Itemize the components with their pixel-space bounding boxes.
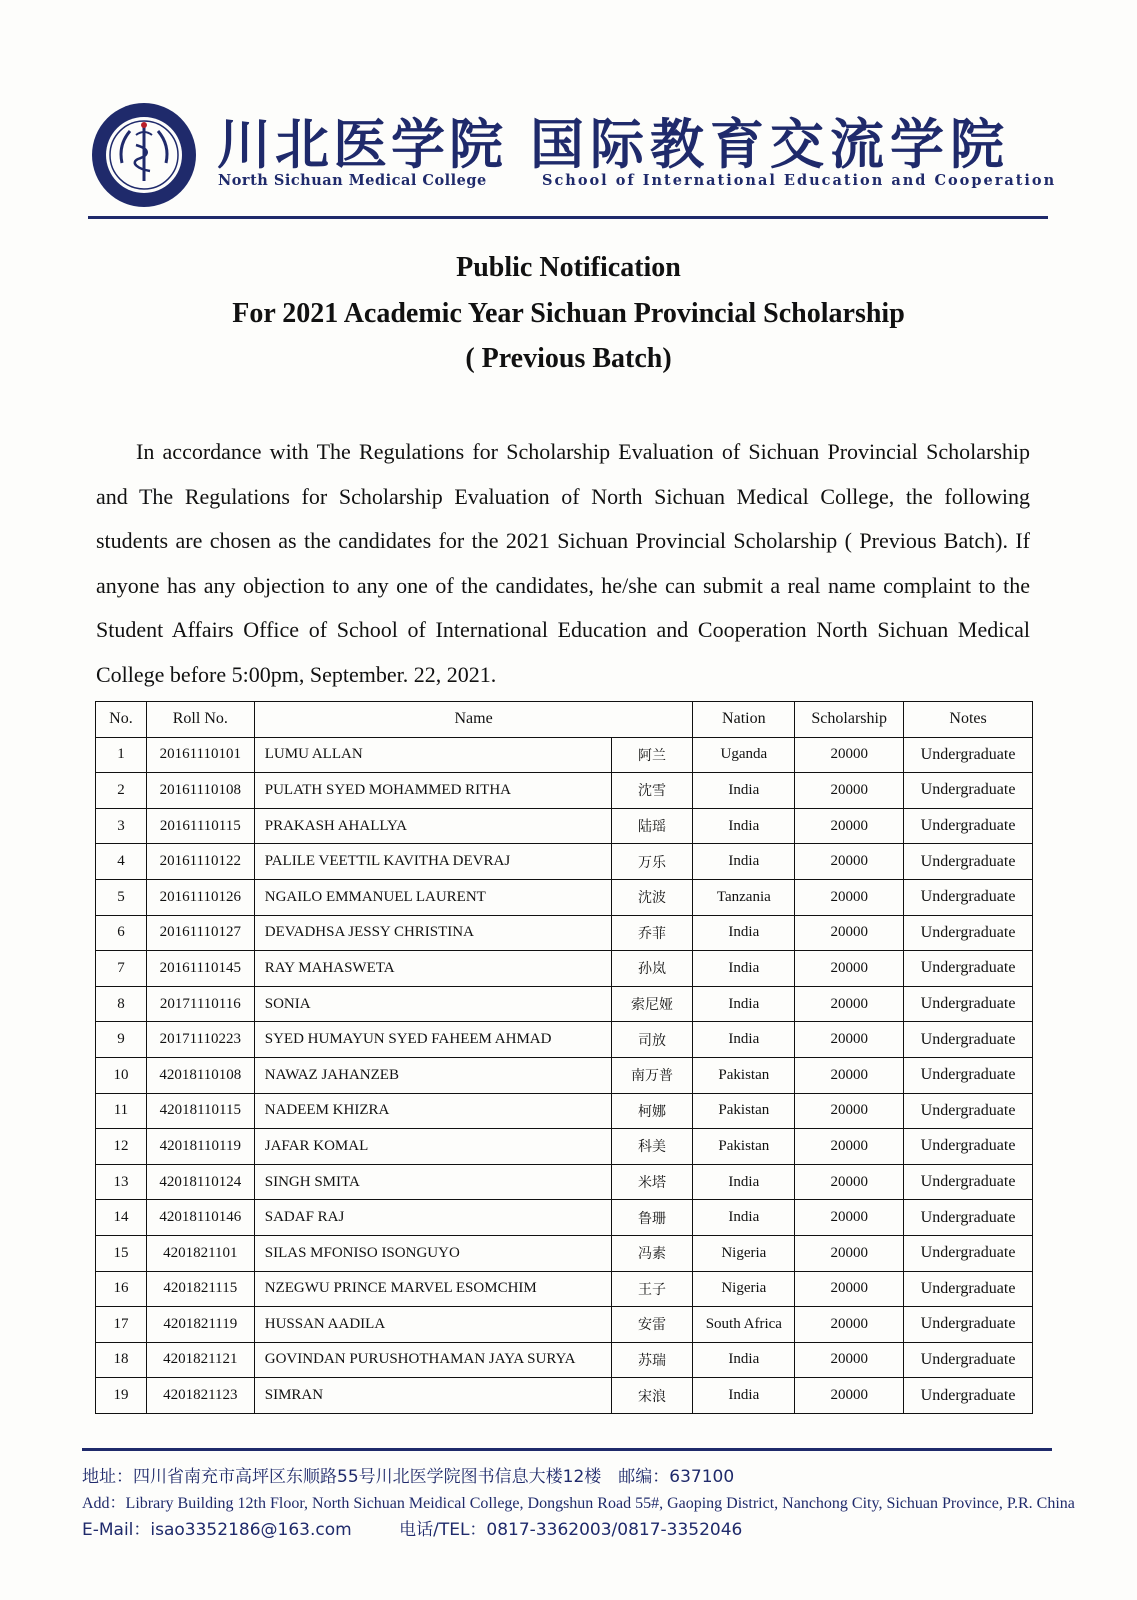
roll-no-cell: 20161110101: [146, 737, 254, 773]
table-header-row: [96, 702, 1033, 738]
chinese-name-cell: 司放: [611, 1022, 693, 1058]
row-no-cell: 4: [96, 844, 147, 880]
roll-no-cell: 42018110119: [146, 1129, 254, 1165]
candidate-table: [95, 701, 1033, 1414]
college-name-english: North Sichuan Medical College: [218, 172, 487, 189]
table-row: [96, 737, 1033, 773]
table-row: [96, 986, 1033, 1022]
notes-cell: Undergraduate: [904, 879, 1033, 915]
nation-cell: India: [693, 986, 795, 1022]
footer-contact: [82, 1515, 742, 1540]
scholarship-amount-cell: 20000: [795, 737, 904, 773]
notes-cell: Undergraduate: [904, 915, 1033, 951]
roll-no-cell: 20161110127: [146, 915, 254, 951]
student-name-cell: SYED HUMAYUN SYED FAHEEM AHMAD: [254, 1022, 611, 1058]
footer-address-chinese: 地址：四川省南充市高坪区东顺路55号川北医学院图书信息大楼12楼 邮编：637100: [82, 1467, 735, 1487]
row-no-cell: 13: [96, 1164, 147, 1200]
roll-no-cell: 20161110126: [146, 879, 254, 915]
scholarship-amount-cell: 20000: [795, 1235, 904, 1271]
table-row: [96, 1093, 1033, 1129]
notes-cell: Undergraduate: [904, 1307, 1033, 1343]
scholarship-amount-cell: 20000: [795, 951, 904, 987]
notes-cell: Undergraduate: [904, 737, 1033, 773]
table-row: [96, 915, 1033, 951]
notes-cell: Undergraduate: [904, 1200, 1033, 1236]
table-row: [96, 844, 1033, 880]
school-name-english: School of International Education and Cooperation: [542, 172, 1057, 189]
footer-telephone: 电话/TEL：0817-3362003/0817-3352046: [399, 1520, 743, 1540]
nation-cell: Nigeria: [693, 1271, 795, 1307]
document-title: Public Notification: [456, 252, 681, 283]
chinese-name-cell: 索尼娅: [611, 986, 693, 1022]
chinese-name-cell: 冯素: [611, 1235, 693, 1271]
notes-cell: Undergraduate: [904, 844, 1033, 880]
student-name-cell: HUSSAN AADILA: [254, 1307, 611, 1343]
student-name-cell: PALILE VEETTIL KAVITHA DEVRAJ: [254, 844, 611, 880]
table-row: [96, 1022, 1033, 1058]
row-no-cell: 8: [96, 986, 147, 1022]
notification-paragraph: In accordance with The Regulations for Scholarship Evaluation of Sichuan Provincial Scholarship and The Regulations for Scholarship Evaluation of North Sichuan Medical College, the following students are chosen as the candidates for the 2021 Sichuan Provincial Scholarship ( Previous Batch). If anyone has any objection to any one of the candidates, he/she can submit a real name complaint to the Student Affairs Office of School of International Education and Cooperation North Sichuan Medical College before 5:00pm, September. 22, 2021.: [96, 439, 1030, 687]
table-row: [96, 1235, 1033, 1271]
scholarship-amount-cell: 20000: [795, 1307, 904, 1343]
student-name-cell: RAY MAHASWETA: [254, 951, 611, 987]
chinese-name-cell: 阿兰: [611, 737, 693, 773]
notes-cell: Undergraduate: [904, 1271, 1033, 1307]
table-row: [96, 808, 1033, 844]
table-row: [96, 1129, 1033, 1165]
row-no-cell: 17: [96, 1307, 147, 1343]
nation-cell: India: [693, 1378, 795, 1414]
row-no-cell: 19: [96, 1378, 147, 1414]
row-no-cell: 6: [96, 915, 147, 951]
scholarship-amount-cell: 20000: [795, 773, 904, 809]
notes-cell: Undergraduate: [904, 1378, 1033, 1414]
nation-cell: Tanzania: [693, 879, 795, 915]
table-row: [96, 1307, 1033, 1343]
nation-cell: Uganda: [693, 737, 795, 773]
nation-cell: India: [693, 951, 795, 987]
student-name-cell: LUMU ALLAN: [254, 737, 611, 773]
college-name-chinese: 川北医学院: [217, 112, 507, 176]
notes-cell: Undergraduate: [904, 986, 1033, 1022]
roll-no-cell: 20171110223: [146, 1022, 254, 1058]
roll-no-cell: 4201821123: [146, 1378, 254, 1414]
scholarship-amount-cell: 20000: [795, 1164, 904, 1200]
document-subtitle: For 2021 Academic Year Sichuan Provincial Scholarship: [232, 298, 905, 329]
student-name-cell: GOVINDAN PURUSHOTHAMAN JAYA SURYA: [254, 1342, 611, 1378]
notes-cell: Undergraduate: [904, 1057, 1033, 1093]
student-name-cell: PULATH SYED MOHAMMED RITHA: [254, 773, 611, 809]
row-no-cell: 12: [96, 1129, 147, 1165]
student-name-cell: SADAF RAJ: [254, 1200, 611, 1236]
nation-cell: Nigeria: [693, 1235, 795, 1271]
student-name-cell: PRAKASH AHALLYA: [254, 808, 611, 844]
scholarship-amount-cell: 20000: [795, 915, 904, 951]
roll-no-cell: 20161110122: [146, 844, 254, 880]
header-roll-no: Roll No.: [146, 702, 254, 738]
scholarship-amount-cell: 20000: [795, 1200, 904, 1236]
row-no-cell: 10: [96, 1057, 147, 1093]
college-seal-icon: [90, 101, 198, 209]
chinese-name-cell: 科美: [611, 1129, 693, 1165]
header-nation: Nation: [693, 702, 795, 738]
student-name-cell: NAWAZ JAHANZEB: [254, 1057, 611, 1093]
chinese-name-cell: 孙岚: [611, 951, 693, 987]
row-no-cell: 14: [96, 1200, 147, 1236]
student-name-cell: NADEEM KHIZRA: [254, 1093, 611, 1129]
chinese-name-cell: 米塔: [611, 1164, 693, 1200]
student-name-cell: SINGH SMITA: [254, 1164, 611, 1200]
table-row: [96, 951, 1033, 987]
chinese-name-cell: 南万普: [611, 1057, 693, 1093]
roll-no-cell: 42018110115: [146, 1093, 254, 1129]
student-name-cell: SIMRAN: [254, 1378, 611, 1414]
roll-no-cell: 42018110146: [146, 1200, 254, 1236]
student-name-cell: NZEGWU PRINCE MARVEL ESOMCHIM: [254, 1271, 611, 1307]
notes-cell: Undergraduate: [904, 1342, 1033, 1378]
table-row: [96, 1342, 1033, 1378]
nation-cell: Pakistan: [693, 1093, 795, 1129]
table-row: [96, 773, 1033, 809]
roll-no-cell: 20171110116: [146, 986, 254, 1022]
scholarship-amount-cell: 20000: [795, 1129, 904, 1165]
letterhead: [90, 96, 1057, 206]
document-batch-label: ( Previous Batch): [465, 343, 672, 374]
scholarship-amount-cell: 20000: [795, 808, 904, 844]
header-divider: [88, 216, 1048, 219]
chinese-name-cell: 沈雪: [611, 773, 693, 809]
chinese-name-cell: 宋浪: [611, 1378, 693, 1414]
roll-no-cell: 4201821101: [146, 1235, 254, 1271]
table-row: [96, 1271, 1033, 1307]
header-no: No.: [96, 702, 147, 738]
nation-cell: India: [693, 1200, 795, 1236]
nation-cell: South Africa: [693, 1307, 795, 1343]
notes-cell: Undergraduate: [904, 1022, 1033, 1058]
nation-cell: India: [693, 1342, 795, 1378]
nation-cell: India: [693, 844, 795, 880]
footer-address-english: Add：Library Building 12th Floor, North Sichuan Meidical College, Dongshun Road 55#, Gaoping District, Nanchong City, Sichuan Province, P.R. China: [82, 1495, 1075, 1512]
roll-no-cell: 4201821119: [146, 1307, 254, 1343]
scholarship-amount-cell: 20000: [795, 879, 904, 915]
student-name-cell: SILAS MFONISO ISONGUYO: [254, 1235, 611, 1271]
roll-no-cell: 20161110145: [146, 951, 254, 987]
notes-cell: Undergraduate: [904, 808, 1033, 844]
chinese-name-cell: 沈波: [611, 879, 693, 915]
notes-cell: Undergraduate: [904, 1235, 1033, 1271]
chinese-name-cell: 陆瑶: [611, 808, 693, 844]
chinese-name-cell: 乔菲: [611, 915, 693, 951]
scholarship-amount-cell: 20000: [795, 1057, 904, 1093]
row-no-cell: 7: [96, 951, 147, 987]
row-no-cell: 15: [96, 1235, 147, 1271]
chinese-name-cell: 王子: [611, 1271, 693, 1307]
scholarship-amount-cell: 20000: [795, 1378, 904, 1414]
roll-no-cell: 42018110108: [146, 1057, 254, 1093]
roll-no-cell: 20161110115: [146, 808, 254, 844]
notes-cell: Undergraduate: [904, 1129, 1033, 1165]
table-row: [96, 1164, 1033, 1200]
table-row: [96, 1378, 1033, 1414]
roll-no-cell: 20161110108: [146, 773, 254, 809]
notes-cell: Undergraduate: [904, 773, 1033, 809]
chinese-name-cell: 柯娜: [611, 1093, 693, 1129]
chinese-name-cell: 万乐: [611, 844, 693, 880]
nation-cell: India: [693, 915, 795, 951]
chinese-name-cell: 安雷: [611, 1307, 693, 1343]
chinese-name-cell: 苏瑞: [611, 1342, 693, 1378]
scholarship-amount-cell: 20000: [795, 986, 904, 1022]
scholarship-amount-cell: 20000: [795, 1022, 904, 1058]
chinese-name-cell: 鲁珊: [611, 1200, 693, 1236]
nation-cell: India: [693, 773, 795, 809]
student-name-cell: NGAILO EMMANUEL LAURENT: [254, 879, 611, 915]
notes-cell: Undergraduate: [904, 951, 1033, 987]
nation-cell: India: [693, 1022, 795, 1058]
notes-cell: Undergraduate: [904, 1093, 1033, 1129]
header-scholarship: Scholarship: [795, 702, 904, 738]
nation-cell: India: [693, 808, 795, 844]
row-no-cell: 9: [96, 1022, 147, 1058]
student-name-cell: SONIA: [254, 986, 611, 1022]
row-no-cell: 11: [96, 1093, 147, 1129]
table-row: [96, 1200, 1033, 1236]
scholarship-amount-cell: 20000: [795, 844, 904, 880]
nation-cell: India: [693, 1164, 795, 1200]
student-name-cell: JAFAR KOMAL: [254, 1129, 611, 1165]
row-no-cell: 2: [96, 773, 147, 809]
nation-cell: Pakistan: [693, 1057, 795, 1093]
roll-no-cell: 4201821115: [146, 1271, 254, 1307]
header-notes: Notes: [904, 702, 1033, 738]
row-no-cell: 1: [96, 737, 147, 773]
footer-divider: [82, 1448, 1052, 1451]
row-no-cell: 5: [96, 879, 147, 915]
table-row: [96, 1057, 1033, 1093]
scholarship-amount-cell: 20000: [795, 1342, 904, 1378]
student-name-cell: DEVADHSA JESSY CHRISTINA: [254, 915, 611, 951]
row-no-cell: 18: [96, 1342, 147, 1378]
header-name: Name: [254, 702, 693, 738]
school-name-chinese: 国际教育交流学院: [530, 112, 1010, 176]
row-no-cell: 3: [96, 808, 147, 844]
notes-cell: Undergraduate: [904, 1164, 1033, 1200]
roll-no-cell: 4201821121: [146, 1342, 254, 1378]
footer-email: E-Mail：isao3352186@163.com: [82, 1520, 352, 1540]
scholarship-amount-cell: 20000: [795, 1093, 904, 1129]
scholarship-amount-cell: 20000: [795, 1271, 904, 1307]
roll-no-cell: 42018110124: [146, 1164, 254, 1200]
table-row: [96, 879, 1033, 915]
nation-cell: Pakistan: [693, 1129, 795, 1165]
row-no-cell: 16: [96, 1271, 147, 1307]
